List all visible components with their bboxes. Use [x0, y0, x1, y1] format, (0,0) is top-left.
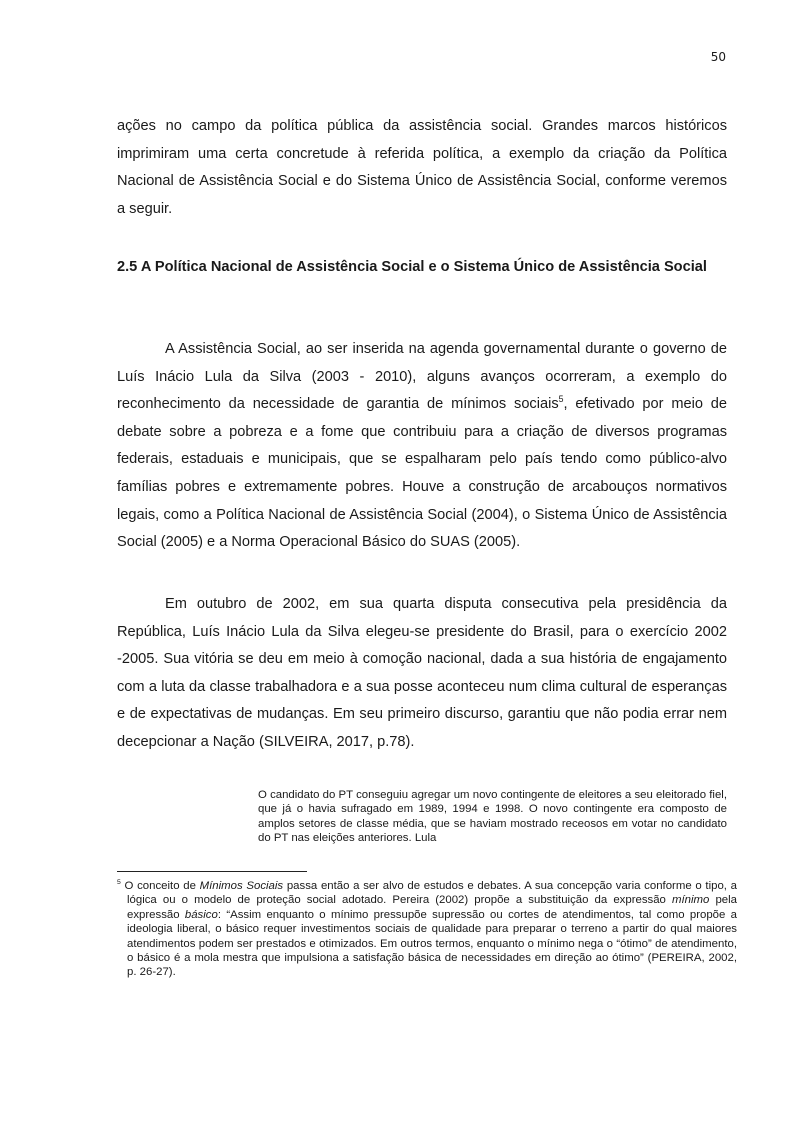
- footnote-term-minimo: mínimo: [672, 894, 710, 907]
- paragraph-1-text-b: , efetivado por meio de debate sobre a pobreza e a fome que contribuiu para a criação de diversos programas federais, estaduais e municipais, que se espalharam pelo país tendo como público-alvo famílias pobres e extremamente pobres. Houve a construção de arcabouços normativos legais, como a Política Nacional de Assistência Social (2004), o Sistema Único de Assistência Social (2005) e a Norma Operacional Básico do SUAS (2005).: [117, 396, 727, 551]
- section-title: A Política Nacional de Assistência Social e o Sistema Único de Assistência Social: [140, 259, 707, 275]
- footnote-term-basico: básico: [184, 908, 218, 921]
- section-number: 2.5: [117, 259, 138, 275]
- intro-paragraph: ações no campo da política pública da assistência social. Grandes marcos históricos imprimiram uma certa concretude à referida política, a exemplo da criação da Política Nacional de Assistência Social e do Sistema Único de Assistência Social, conforme veremos a seguir.: [117, 118, 727, 217]
- footnote-text-1: O conceito de: [124, 880, 200, 892]
- body-paragraph-2: Em outubro de 2002, em sua quarta disputa consecutiva pela presidência da República, Luís Inácio Lula da Silva elegeu-se presidente do Brasil, para o exercício 2002 -2005. Sua vitória se deu em meio à comoção nacional, dada a sua história de engajamento com a luta da classe trabalhadora e a sua posse aconteceu num clima cultural de esperanças e de expectativas de mudanças. Em seu primeiro discurso, garantiu que não podia errar nem decepcionar a Nação (SILVEIRA, 2017, p.78).: [117, 596, 727, 750]
- block-quote: O candidato do PT conseguiu agregar um novo contingente de eleitores a seu eleitorado fiel, que já o havia sufragado em 1989, 1994 e 1998. O novo contingente era composto de amplos setores de classe média, que se haviam mostrado receosos em votar no candidato do PT nas eleições anteriores. Lula: [258, 789, 727, 845]
- paragraph-1-text-a: A Assistência Social, ao ser inserida na agenda governamental durante o governo de Luís Inácio Lula da Silva (2003 - 2010), alguns avanços ocorreram, a exemplo do reconhecimento da necessidade de garantia de mínimos sociais: [117, 341, 727, 413]
- footnote-reference: 5: [558, 394, 564, 405]
- body-paragraph-1: [117, 336, 727, 557]
- footnote-term-minimos-sociais: Mínimos Sociais: [199, 880, 284, 892]
- footnote-separator: [117, 871, 307, 872]
- section-heading: [117, 254, 757, 282]
- footnote-marker: 5: [117, 879, 121, 887]
- footnote-text-2: passa então a ser alvo de estudos e debates. A sua concepção varia conforme o tipo, a lógica ou o modelo de proteção social adotado. Pereira (2002) propõe a substituição da expressão: [127, 880, 738, 907]
- footnote-text-4: : “Assim enquanto o mínimo pressupõe supressão ou cortes de atendimentos, tal como propõe a ideologia liberal, o básico requer investimentos sociais de qualidade para preparar o terreno a partir do qual maiores atendimentos podem ser prestados e otimizados. Em outros termos, enquanto o mínimo nega o “ótimo” de atendimento, o básico é a mola mestra que impulsiona a satisfação básica de necessidades em direção ao ótimo” (PEREIRA, 2002, p. 26-27).: [127, 908, 737, 979]
- footnote-text-3: pela expressão: [127, 894, 737, 921]
- page-number: 50: [710, 50, 726, 64]
- footnote: [117, 879, 737, 980]
